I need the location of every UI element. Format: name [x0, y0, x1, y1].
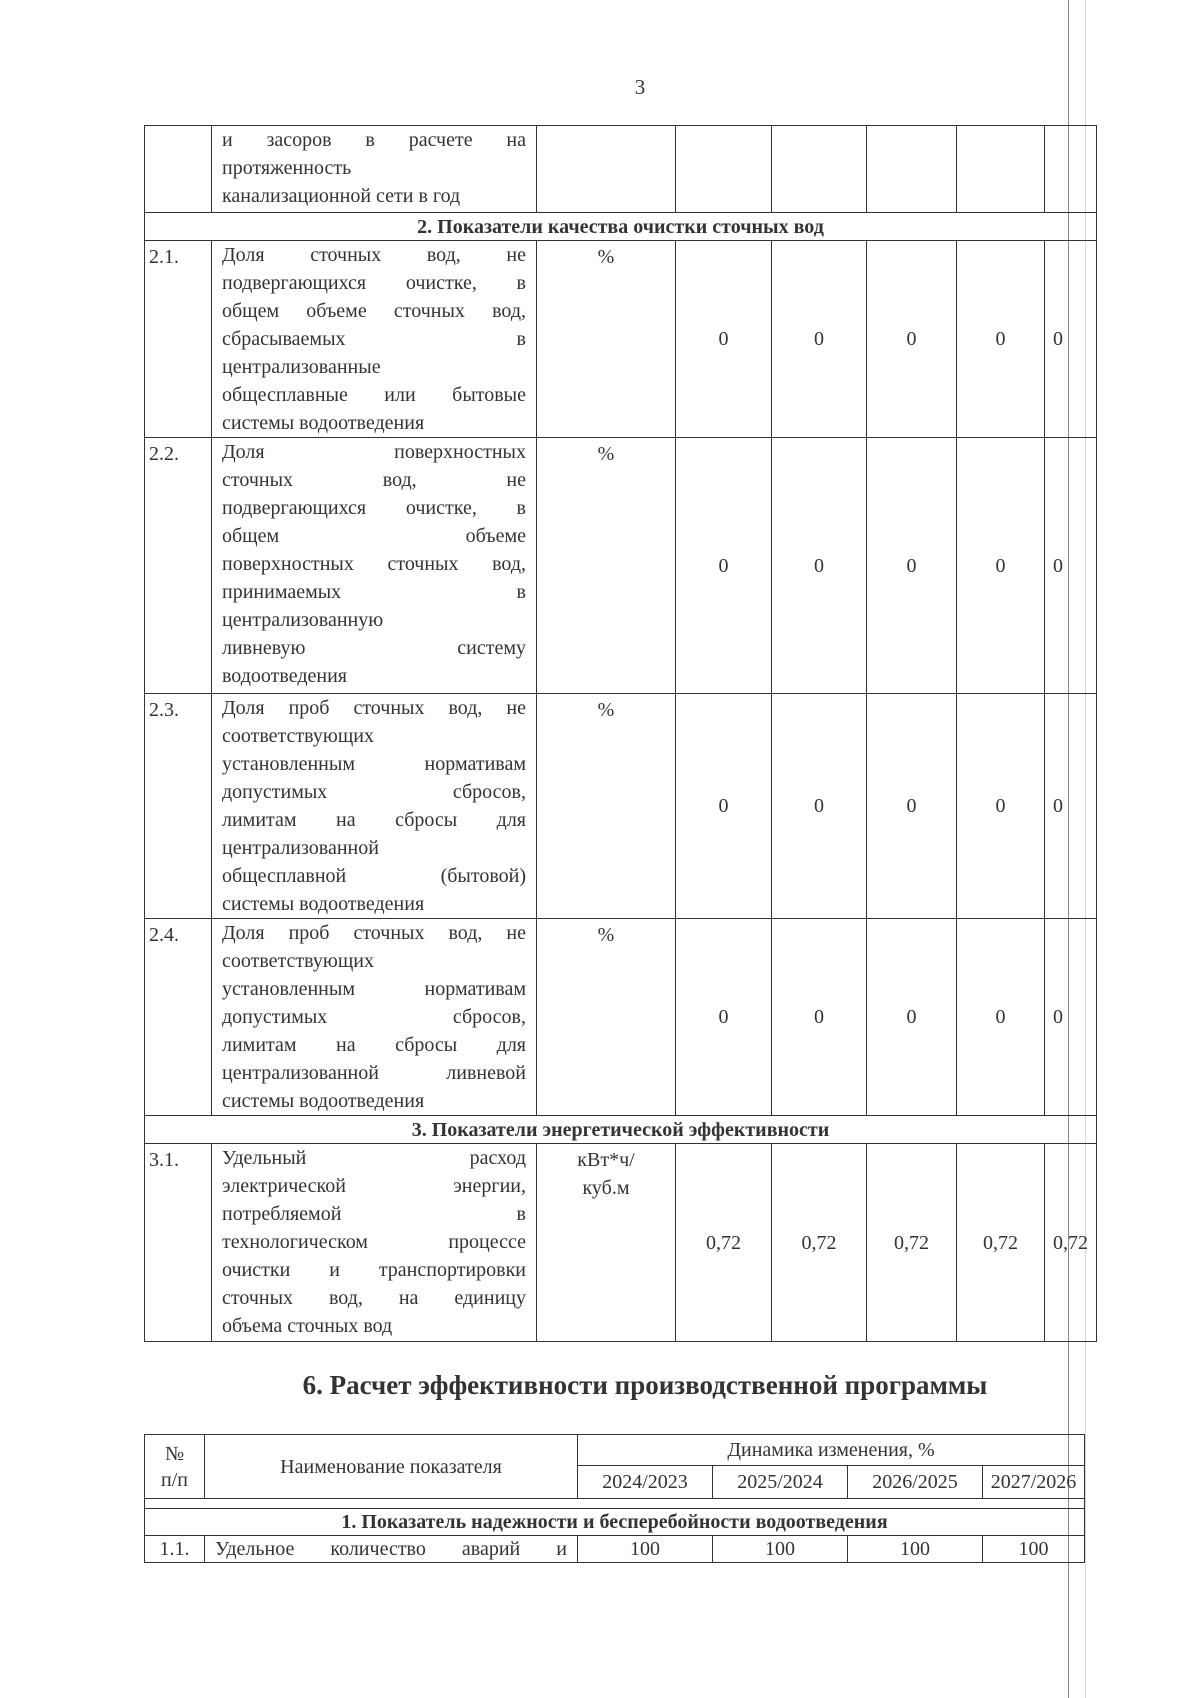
value-cell: 0 [957, 694, 1045, 919]
header-year: 2024/2023 [578, 1466, 713, 1499]
value-cell: 0 [772, 438, 867, 694]
value-cell: 0 [867, 438, 957, 694]
value-cell: 0,72 [676, 1144, 772, 1342]
value-cell: 0 [676, 694, 772, 919]
indicator-name: Доля проб сточных вод, не соответствующих установленным нормативам допустимых сбросов, лимитам на сбросы для централизованной общесплавной (бытовой) системы водоотведения [212, 694, 537, 919]
row-number: 2.2. [145, 438, 212, 694]
section-row [145, 1116, 1097, 1144]
value-cell: 0,72 [1045, 1144, 1097, 1342]
value-cell: 0 [772, 241, 867, 438]
header-year: 2027/2026 [983, 1466, 1085, 1499]
section-row [145, 1509, 1085, 1536]
table-row [145, 1536, 1085, 1563]
value-cell: 0 [676, 241, 772, 438]
value-cell: 0 [867, 241, 957, 438]
indicator-name: и засоров в расчете на протяженность канализационной сети в год [212, 126, 537, 213]
section-title: 3. Показатели энергетической эффективности [145, 1116, 1097, 1144]
section-title: 1. Показатель надежности и бесперебойности водоотведения [145, 1509, 1085, 1536]
indicator-name: Удельный расход электрической энергии, потребляемой в технологическом процессе очистки и транспортировки сточных вод, на единицу объема сточных вод [212, 1144, 537, 1342]
value-cell: 0 [1045, 438, 1097, 694]
efficiency-table [144, 1434, 1085, 1563]
value-cell: 0 [772, 694, 867, 919]
table-row [145, 1144, 1097, 1342]
table-header-row [145, 1435, 1085, 1466]
table-row [145, 241, 1097, 438]
value-cell: 0 [867, 694, 957, 919]
table-row [145, 126, 1097, 213]
value-cell: 0,72 [772, 1144, 867, 1342]
value-cell: 0,72 [867, 1144, 957, 1342]
table-row [145, 438, 1097, 694]
value-cell: 0 [867, 919, 957, 1116]
unit: % [537, 694, 676, 919]
indicator-name: Доля сточных вод, не подвергающихся очистке, в общем объеме сточных вод, сбрасываемых в централизованные общесплавные или бытовые системы водоотведения [212, 241, 537, 438]
value-cell: 0,72 [957, 1144, 1045, 1342]
value-cell: 0 [676, 919, 772, 1116]
header-year: 2026/2025 [848, 1466, 983, 1499]
value-cell: 100 [578, 1536, 713, 1563]
row-number: 3.1. [145, 1144, 212, 1342]
row-number: 2.3. [145, 694, 212, 919]
value-cell: 0 [772, 919, 867, 1116]
indicator-name: Доля поверхностных сточных вод, не подвергающихся очистке, в общем объеме поверхностных сточных вод, принимаемых в централизованную ливневую систему водоотведения [212, 438, 537, 694]
value-cell: 0 [957, 919, 1045, 1116]
value-cell: 0 [957, 438, 1045, 694]
unit: % [537, 438, 676, 694]
row-number: 1.1. [145, 1536, 205, 1563]
value-cell: 0 [957, 241, 1045, 438]
table-row [145, 694, 1097, 919]
indicator-name: Доля проб сточных вод, не соответствующих установленным нормативам допустимых сбросов, лимитам на сбросы для централизованной ливневой системы водоотведения [212, 919, 537, 1116]
value-cell: 0 [676, 438, 772, 694]
value-cell: 100 [713, 1536, 848, 1563]
unit: кВт*ч/ куб.м [537, 1144, 676, 1342]
table-row [145, 919, 1097, 1116]
section-title: 2. Показатели качества очистки сточных вод [145, 213, 1097, 241]
section-heading: 6. Расчет эффективности производственной программы [302, 1370, 988, 1400]
row-number: 2.1. [145, 241, 212, 438]
header-group: Динамика изменения, % [578, 1435, 1085, 1466]
header-num: № п/п [145, 1435, 205, 1499]
header-year: 2025/2024 [713, 1466, 848, 1499]
value-cell: 100 [983, 1536, 1085, 1563]
unit: % [537, 919, 676, 1116]
indicators-table [144, 125, 1097, 1342]
value-cell: 0 [1045, 241, 1097, 438]
value-cell: 0 [1045, 919, 1097, 1116]
page-number: 3 [634, 75, 646, 99]
spacer-row [145, 1499, 1085, 1509]
value-cell: 0 [1045, 694, 1097, 919]
indicator-name: Удельное количество аварий и [205, 1536, 578, 1563]
row-number: 2.4. [145, 919, 212, 1116]
value-cell: 100 [848, 1536, 983, 1563]
unit: % [537, 241, 676, 438]
section-row [145, 213, 1097, 241]
header-name: Наименование показателя [205, 1435, 578, 1499]
